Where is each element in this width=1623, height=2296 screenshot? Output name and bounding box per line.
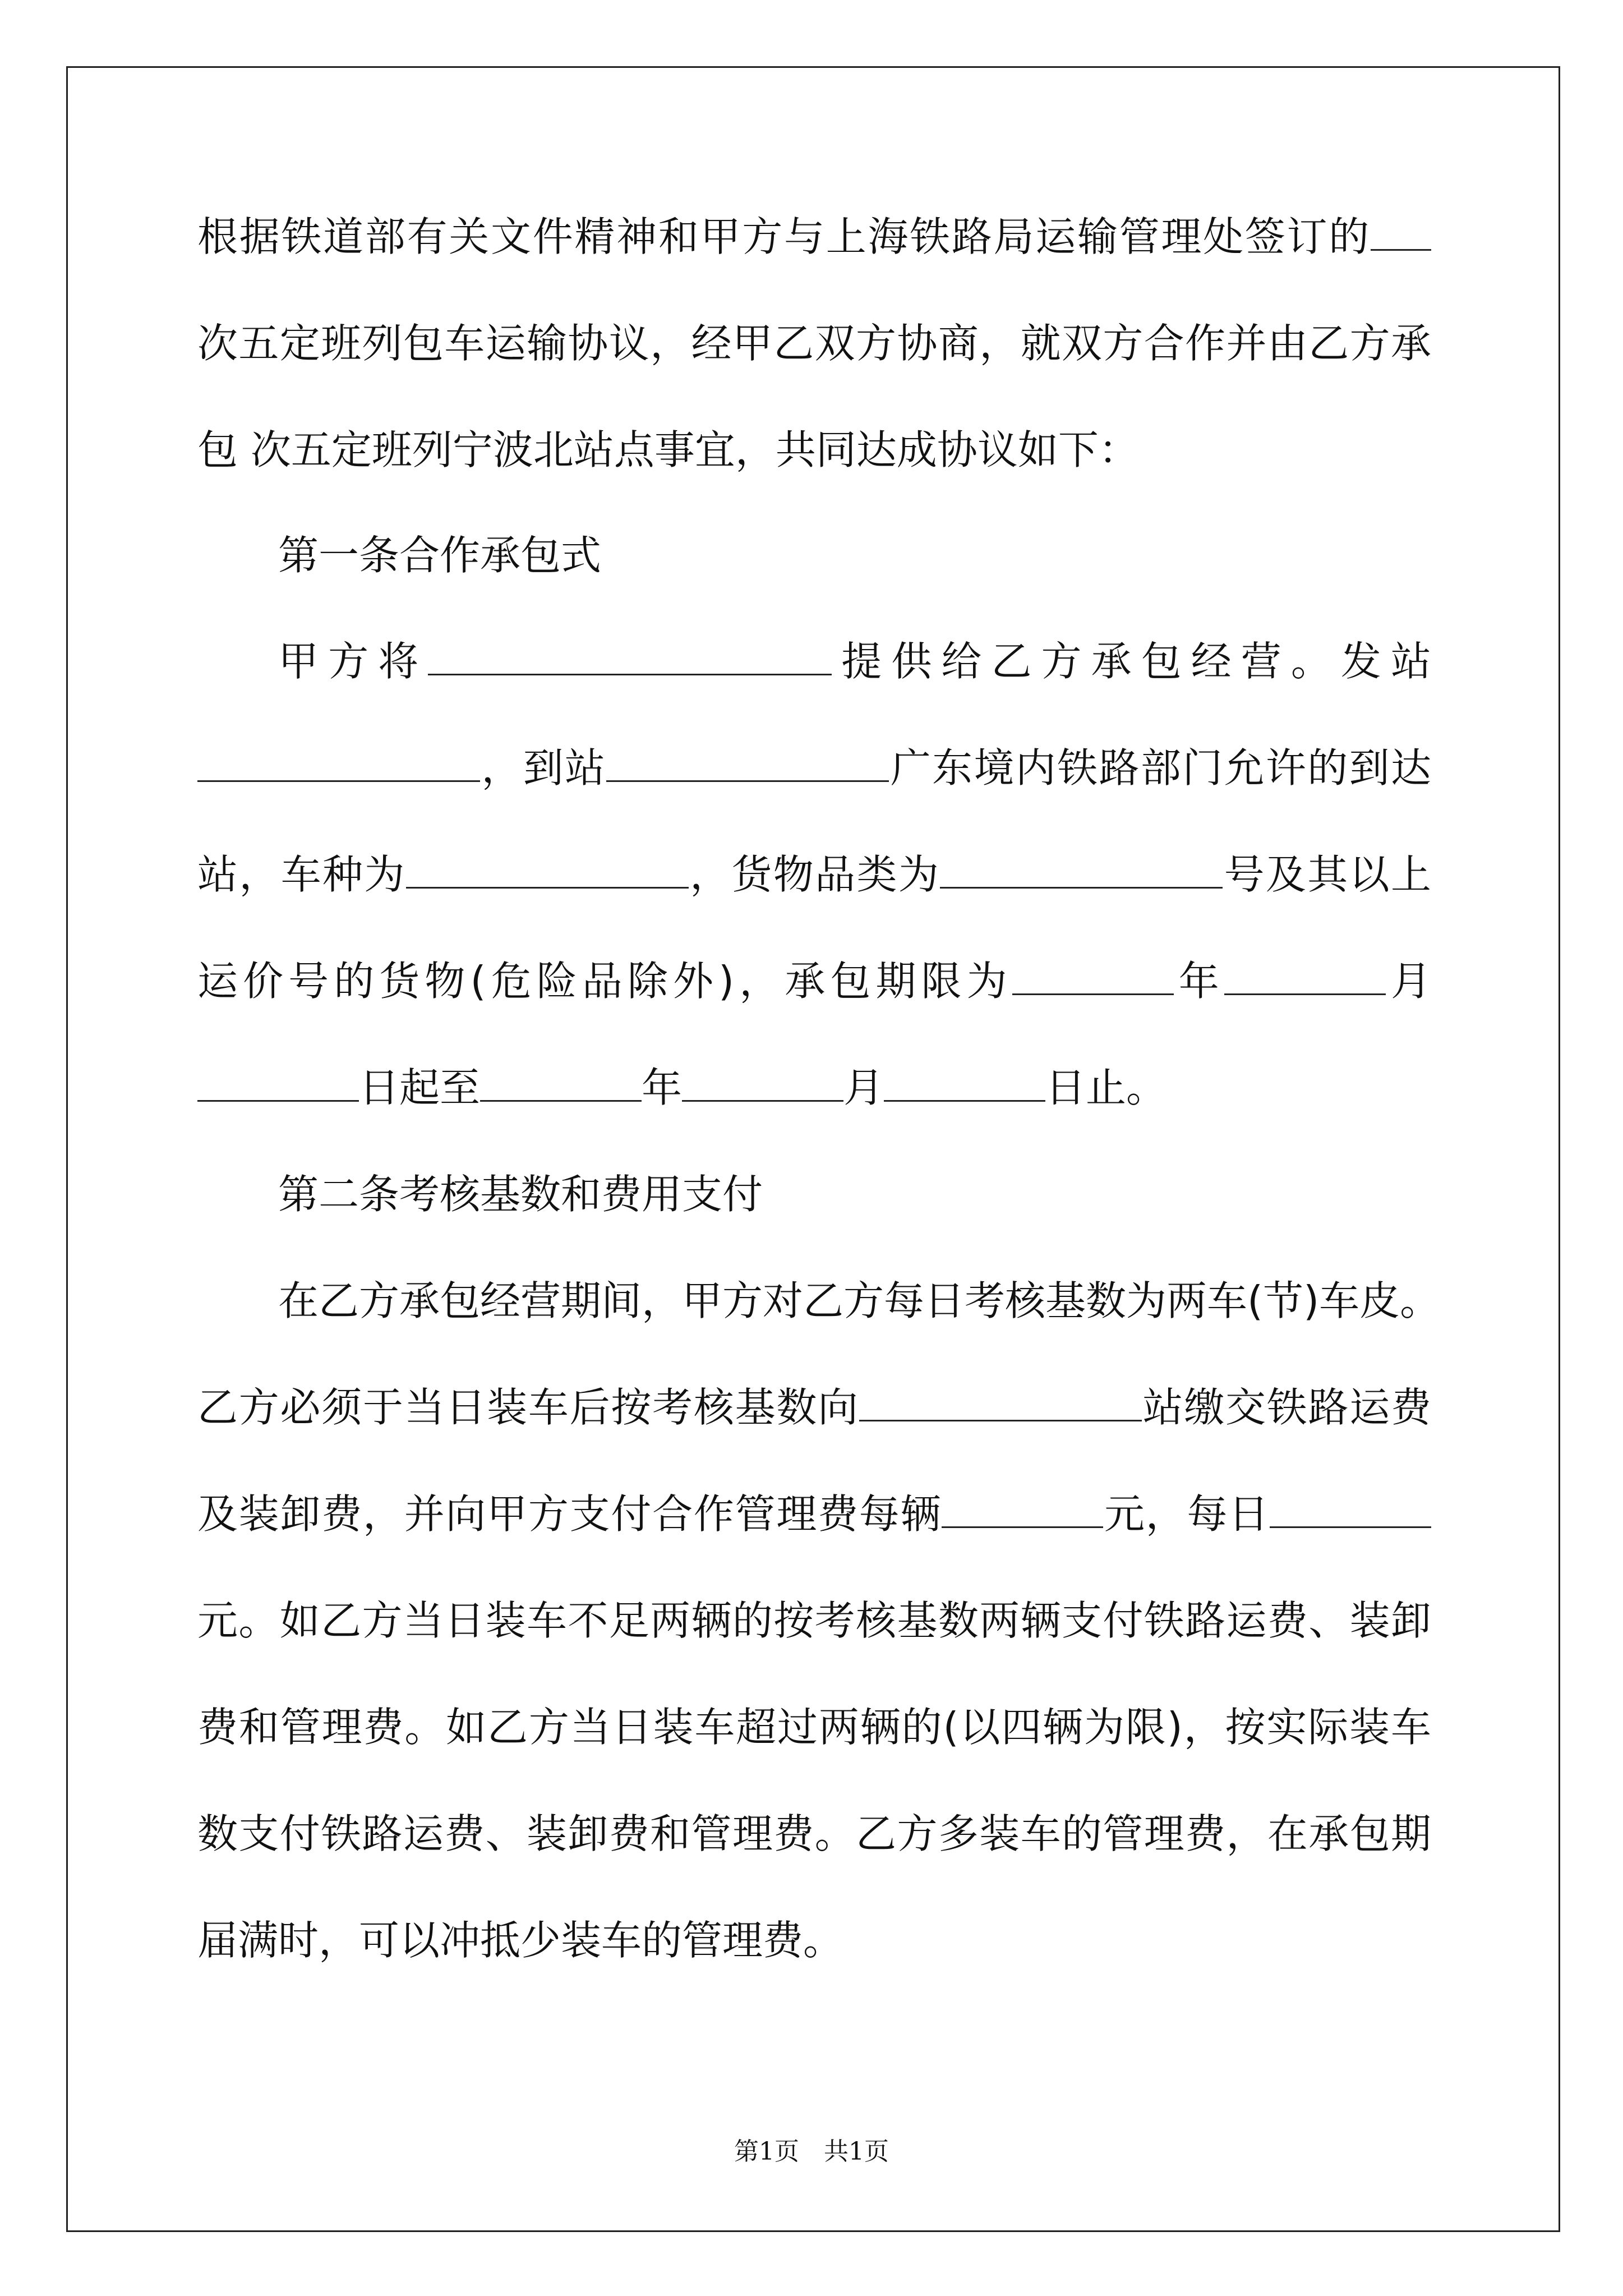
fill-in-blank xyxy=(942,1492,1103,1528)
text-line-1 xyxy=(197,209,1431,265)
fill-in-blank xyxy=(428,639,832,675)
fill-in-blank xyxy=(859,1385,1142,1421)
fill-in-blank xyxy=(406,852,689,889)
text-line-3 xyxy=(197,422,1431,478)
text-line-8 xyxy=(197,953,1431,1009)
text-line-11 xyxy=(197,1273,1441,1329)
text-line-13 xyxy=(197,1486,1431,1542)
fill-in-blank xyxy=(1012,959,1174,995)
text-segment: 费和管理费。如乙方当日装车超过两辆的(以四辆为限)，按实际装车 xyxy=(197,1704,1431,1751)
text-line-5 xyxy=(197,633,1431,689)
section-heading-2 xyxy=(197,1166,1431,1222)
text-line-12 xyxy=(197,1379,1431,1435)
text-segment: 日起至 xyxy=(359,1064,481,1111)
text-segment: 日止。 xyxy=(1045,1064,1167,1111)
fill-in-blank xyxy=(940,852,1223,889)
fill-in-blank xyxy=(606,746,889,782)
text-line-2 xyxy=(197,315,1431,371)
fill-in-blank xyxy=(884,1065,1045,1102)
text-segment: 年 xyxy=(1173,958,1224,1005)
fill-in-blank xyxy=(1371,214,1431,251)
fill-in-blank xyxy=(1224,959,1386,995)
text-segment: 甲方将 xyxy=(278,638,428,685)
text-segment: 年 xyxy=(642,1064,683,1111)
text-segment: 月 xyxy=(1385,958,1431,1005)
text-line-17 xyxy=(197,1912,1431,1968)
text-line-14 xyxy=(197,1593,1431,1649)
text-segment: 站缴交铁路运费 xyxy=(1141,1384,1431,1431)
page-footer: 第1页 共1页 xyxy=(734,2137,889,2166)
text-segment: 月 xyxy=(843,1064,884,1111)
text-segment: 第一条合作承包式 xyxy=(278,532,602,579)
section-heading-1 xyxy=(197,527,1431,583)
text-line-6 xyxy=(197,740,1431,796)
text-line-15 xyxy=(197,1699,1431,1755)
text-segment: 第二条考核基数和费用支付 xyxy=(278,1171,763,1218)
text-segment: ，货物品类为 xyxy=(688,851,940,898)
text-segment: 元。如乙方当日装车不足两辆的按考核基数两辆支付铁路运费、装卸 xyxy=(197,1597,1431,1644)
text-segment: 元，每日 xyxy=(1103,1490,1270,1538)
text-segment: 根据铁道部有关文件精神和甲方与上海铁路局运输管理处签订的 xyxy=(197,213,1371,260)
fill-in-blank xyxy=(480,1065,642,1102)
text-segment: 站，车种为 xyxy=(197,851,406,898)
text-segment: ，到站 xyxy=(480,744,607,792)
text-segment: 及装卸费，并向甲方支付合作管理费每辆 xyxy=(197,1490,942,1538)
text-segment: 届满时，可以冲抵少装车的管理费。 xyxy=(197,1917,844,1964)
text-segment: 数支付铁路运费、装卸费和管理费。乙方多装车的管理费，在承包期 xyxy=(197,1810,1431,1857)
text-line-7 xyxy=(197,846,1431,903)
fill-in-blank xyxy=(197,746,480,782)
text-segment: 广东境内铁路部门允许的到达 xyxy=(889,744,1431,792)
fill-in-blank xyxy=(682,1065,843,1102)
fill-in-blank xyxy=(1270,1492,1431,1528)
text-segment: 运价号的货物(危险品除外)，承包期限为 xyxy=(197,958,1012,1005)
text-segment: 提供给乙方承包经营。发站 xyxy=(832,638,1431,685)
text-line-16 xyxy=(197,1806,1431,1862)
fill-in-blank xyxy=(197,1065,359,1102)
text-segment: 在乙方承包经营期间，甲方对乙方每日考核基数为两车(节)车皮。 xyxy=(278,1277,1441,1324)
page-border xyxy=(66,66,1560,2232)
text-segment: 号及其以上 xyxy=(1223,851,1431,898)
text-segment: 次五定班列包车运输协议，经甲乙双方协商，就双方合作并由乙方承 xyxy=(197,320,1431,367)
text-segment: 包 次五定班列宁波北站点事宜，共同达成协议如下： xyxy=(197,426,1139,473)
text-segment: 乙方必须于当日装车后按考核基数向 xyxy=(197,1384,859,1431)
text-line-9 xyxy=(197,1060,1431,1116)
